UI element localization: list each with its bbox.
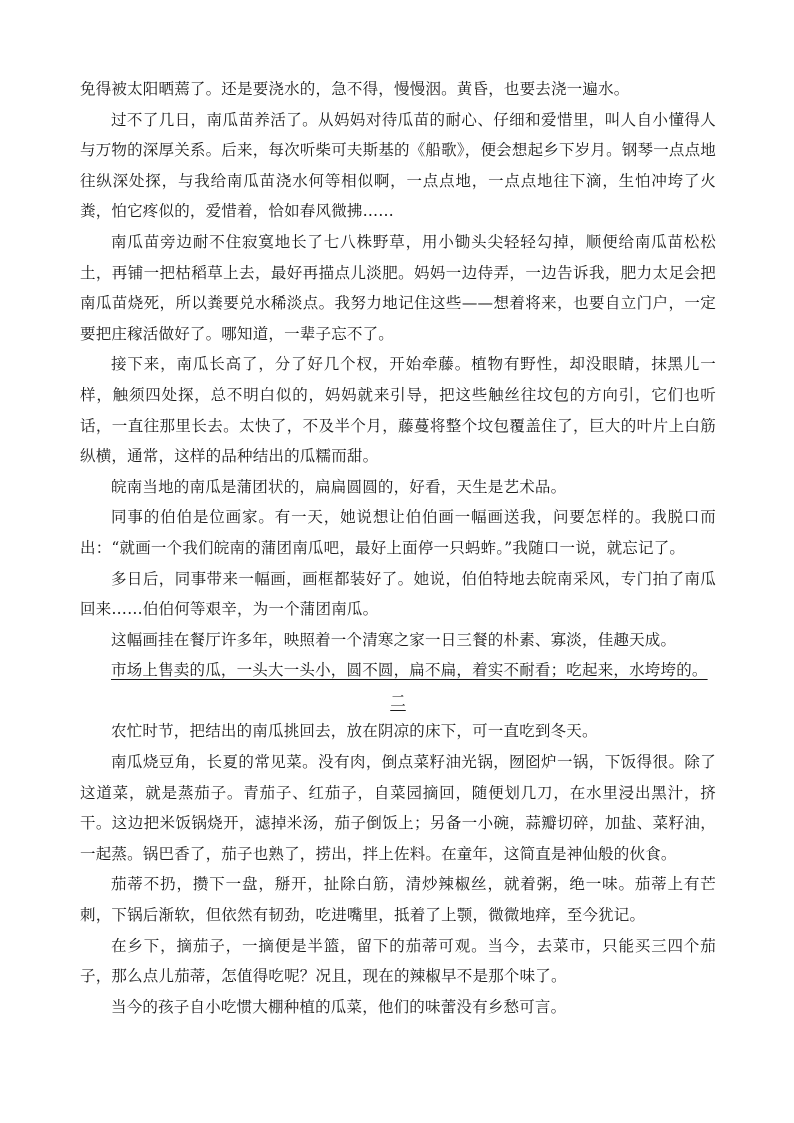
article-body [80,74,716,1022]
paragraph: 在乡下，摘茄子，一摘便是半篮，留下的茄蒂可观。当今，去菜市，只能买三四个茄子，那么点儿茄蒂，怎值得吃呢？况且，现在的辣椒早不是那个味了。 [80,936,716,986]
paragraph: 南瓜苗旁边耐不住寂寞地长了七八株野草，用小锄头尖轻轻勾掉，顺便给南瓜苗松松土，再铺一把枯稻草上去，最好再描点儿淡肥。妈妈一边侍弄，一边告诉我，肥力太足会把南瓜苗烧死，所以粪要兑水稀淡点。我努力地记住这些——想着将来，也要自立门户，一定要把庄稼活做好了。哪知道，一辈子忘不了。 [80,232,716,343]
paragraph: 南瓜烧豆角，长夏的常见菜。没有肉，倒点菜籽油光锅，囫囵炉一锅，下饭得很。除了这道菜，就是蒸茄子。青茄子、红茄子，自菜园摘回，随便划几刀，在水里浸出黑汁，挤干。这边把米饭锅烧开，滤掉米汤，茄子倒饭上；另备一小碗，蒜瓣切碎，加盐、菜籽油，一起蒸。锅巴香了，茄子也熟了，捞出，拌上佐料。在童年，这简直是神仙般的伙食。 [80,753,716,863]
paragraph: 当今的孩子自小吃惯大棚种植的瓜菜，他们的味蕾没有乡愁可言。 [111,997,567,1016]
paragraph: 这幅画挂在餐厅许多年，映照着一个清寒之家一日三餐的朴素、寡淡，佳趣天成。 [111,630,677,649]
underlined-sentence: 市场上售卖的瓜，一头大一头小，圆不圆，扁不扁，着实不耐看；吃起来，水垮垮的。 [111,661,708,680]
paragraph: 多日后，同事带来一幅画，画框都装好了。她说，伯伯特地去皖南采风，专门拍了南瓜回来……伯伯何等艰辛，为一个蒲团南瓜。 [80,569,716,619]
paragraph: 同事的伯伯是位画家。有一天，她说想让伯伯画一幅画送我，问要怎样的。我脱口而出：“就画一个我们皖南的蒲团南瓜吧，最好上面停一只蚂蚱。”我随口一说，就忘记了。 [80,508,716,557]
section-number: 二 [390,691,406,710]
paragraph: 皖南当地的南瓜是蒲团状的，扁扁圆圆的，好看，天生是艺术品。 [111,477,567,496]
paragraph: 免得被太阳晒蔫了。还是要浇水的，急不得，慢慢洇。黄昏，也要去浇一遍水。 [80,80,630,98]
paragraph: 茄蒂不扔，攒下一盘，掰开，扯除白筋，清炒辣椒丝，就着粥，绝一味。茄蒂上有芒刺，下锅后渐软，但依然有韧劲，吃进嘴里，抵着了上颚，微微地痒，至今犹记。 [80,875,716,925]
paragraph: 接下来，南瓜长高了，分了好几个杈，开始牵藤。植物有野性，却没眼睛，抹黑儿一样，触须四处探，总不明白似的，妈妈就来引导，把这些触丝往坟包的方向引，它们也听话，一直往那里长去。太快了，不及半个月，藤蔓将整个坟包覆盖住了，巨大的叶片上白筋纵横，通常，这样的品种结出的瓜糯而甜。 [80,355,716,466]
underlined-paragraph [80,655,716,686]
paragraph: 农忙时节，把结出的南瓜挑回去，放在阴凉的床下，可一直吃到冬天。 [111,722,598,741]
paragraph: 过不了几日，南瓜苗养活了。从妈妈对待瓜苗的耐心、仔细和爱惜里，叫人自小懂得人与万物的深厚关系。后来，每次听柴可夫斯基的《船歌》，便会想起乡下岁月。钢琴一点点地往纵深处探，与我给南瓜苗浇水何等相似啊，一点点地，一点点地往下滴，生怕冲垮了火粪，怕它疼似的，爱惜着，恰如春风微拂…… [80,110,716,221]
